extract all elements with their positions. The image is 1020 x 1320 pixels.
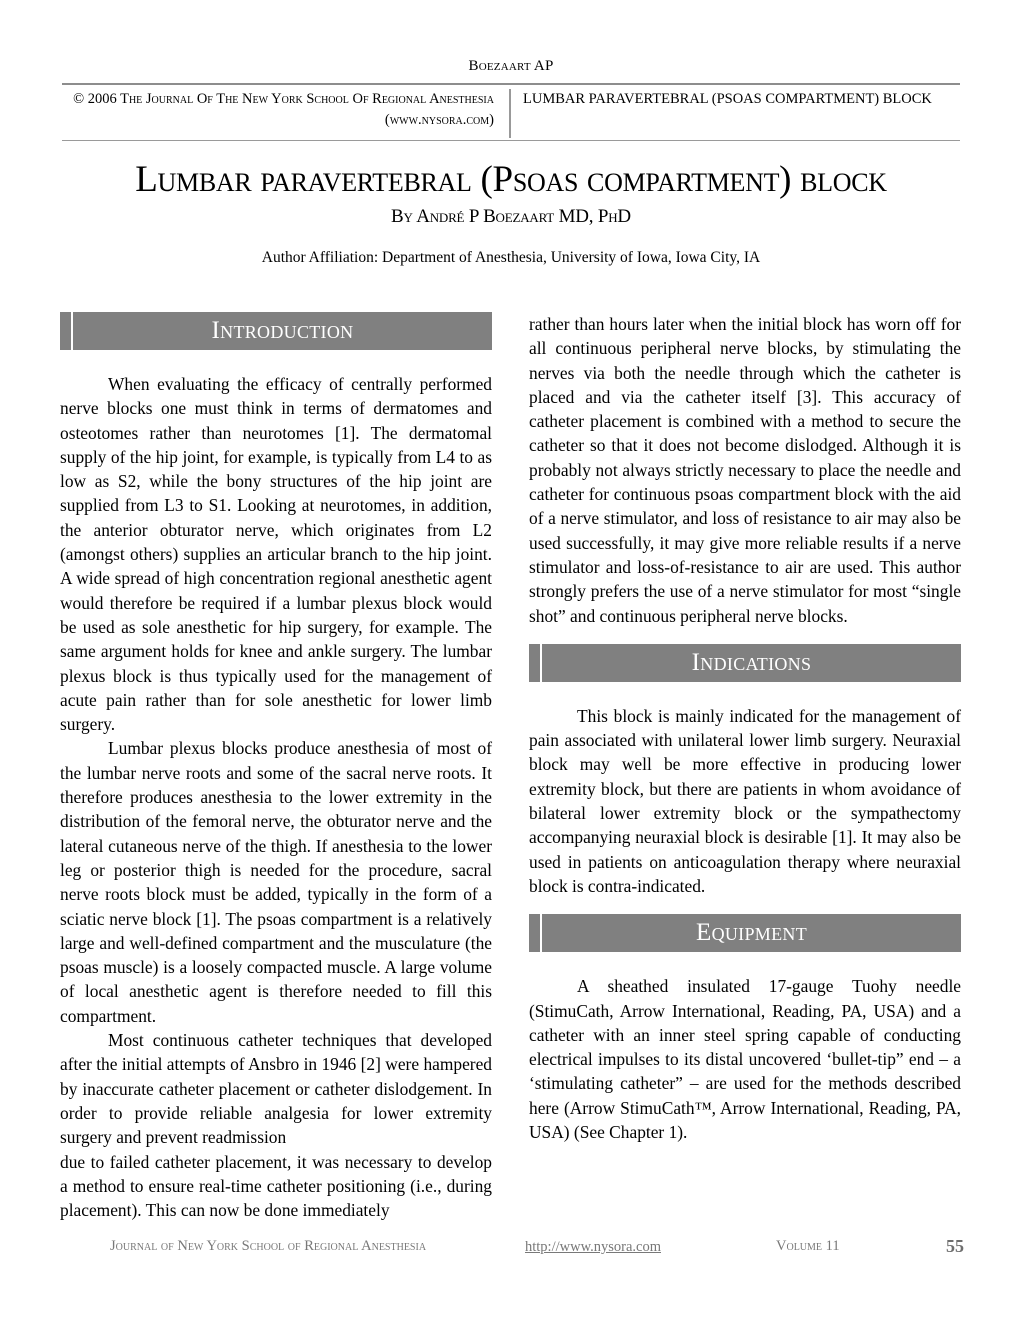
column-left — [60, 312, 492, 1222]
header-column-divider — [509, 89, 511, 138]
running-head: Boezaart AP — [468, 58, 554, 74]
paragraph: When evaluating the efficacy of centrally performed nerve blocks one must think in terms of dermatomes and osteotomes rather than neurotomes [1]. The dermatomal supply of the hip joint, for example, is typically from L4 to as low as S2, while the bony structures of the hip joint are supplied from L3 to S1. Looking at neurotomes, in addition, the anterior obturator nerve, which originates from L2 (amongst others) supplies an articular branch to the hip joint. A wide spread of high concentration regional anesthetic agent would therefore be required if a lumbar plexus block would be used as sole anesthetic for hip surgery, for example. The same argument holds for knee and ankle surgery. The lumbar plexus block is thus typically used for the management of acute pain rather than for sole anesthetic for lower limb surgery. — [60, 374, 492, 735]
section-title-equipment: Equipment — [696, 919, 807, 947]
header-top-rule — [62, 83, 960, 85]
header-block — [62, 89, 960, 138]
author-affiliation: Author Affiliation: Department of Anesthesia, University of Iowa, Iowa City, IA — [261, 249, 761, 266]
spacer — [529, 628, 961, 644]
header-article-title: LUMBAR PARAVERTEBRAL (PSOAS COMPARTMENT) BLOCK — [523, 91, 932, 107]
spacer — [529, 898, 961, 914]
paragraph: This block is mainly indicated for the management of pain associated with unilateral lower limb surgery. Neuraxial block may well be more effective in producing lower extremity block, but there are patients in whom avoidance of bilateral lower extremity block or the sympathectomy accompanying neuraxial block is desirable [1]. It may also be used in patients on anticoagulation therapy where neuraxial block is contra-indicated. — [529, 705, 961, 896]
page-footer — [62, 1236, 964, 1262]
footer-journal-name: Journal of New York School of Regional Anesthesia — [110, 1238, 427, 1254]
paragraph: rather than hours later when the initial block has worn off for all continuous peripheral nerve blocks, by stimulating the nerves via both the needle through which the catheter is placed and via the catheter itself [3]. This accuracy of catheter placement is combined with a method to secure the catheter so that it does not become dislodged. Although it is probably not always strictly necessary to place the needle and catheter for continuous psoas compartment block with the aid of a nerve stimulator, and loss of resistance to air may also be used successfully, it may give more reliable results if a nerve stimulator and loss-of-resistance to air are used. This author strongly prefers the use of a nerve stimulator for most “single shot” and continuous peripheral nerve blocks. — [529, 314, 961, 626]
header-bottom-rule — [62, 140, 960, 141]
footer-page-number: 55 — [946, 1236, 964, 1256]
section-title-introduction: Introduction — [211, 317, 354, 344]
section-header-equipment — [529, 914, 961, 952]
header-copyright: © 2006 The Journal Of The New York School Of Regional Anesthesia (www.nysora.com) — [73, 91, 494, 128]
author-byline: By André P Boezaart MD, PhD — [391, 206, 631, 227]
paragraph: A sheathed insulated 17-gauge Tuohy needle (StimuCath, Arrow International, Reading, PA, USA) and a catheter with an inner steel spring capable of conducting electrical impulses to its distal uncovered ‘bullet-tip” end – a ‘stimulating catheter” – are used for the methods described here (Arrow StimuCath™, Arrow International, Reading, PA, USA) (See Chapter 1). — [529, 976, 961, 1143]
footer-volume: Volume 11 — [776, 1238, 840, 1254]
footer-url-link[interactable]: http://www.nysora.com — [525, 1239, 661, 1255]
page-title: Lumbar paravertebral (Psoas compartment) block — [135, 159, 887, 200]
section-header-introduction — [60, 312, 492, 350]
paragraph: Lumbar plexus blocks produce anesthesia of most of the lumbar nerve roots and some of the sacral nerve roots. It therefore produces anesthesia to the lower extremity in the distribution of the femoral nerve, the obturator nerve and the lateral cutaneous nerve of the thigh. If anesthesia to the lower leg or posterior thigh is needed for the procedure, sacral nerve roots block must be added, typically in the form of a sciatic nerve block [1]. The psoas compartment is a relatively large and well-defined compartment and the musculature (the psoas muscle) is a loosely compacted muscle. A large volume of local anesthetic agent is therefore needed to fill this compartment. — [60, 738, 492, 1026]
column-right — [529, 312, 961, 1144]
section-title-indications: Indications — [691, 648, 812, 676]
paragraph: due to failed catheter placement, it was necessary to develop a method to ensure real-time catheter positioning (i.e., during placement). This can now be done immediately — [60, 1151, 492, 1221]
paragraph: Most continuous catheter techniques that developed after the initial attempts of Ansbro in 1946 [2] were hampered by inaccurate catheter placement or catheter dislodgement. In order to provide reliable analgesia for lower extremity surgery and prevent readmission — [60, 1030, 492, 1148]
section-header-indications — [529, 644, 961, 682]
